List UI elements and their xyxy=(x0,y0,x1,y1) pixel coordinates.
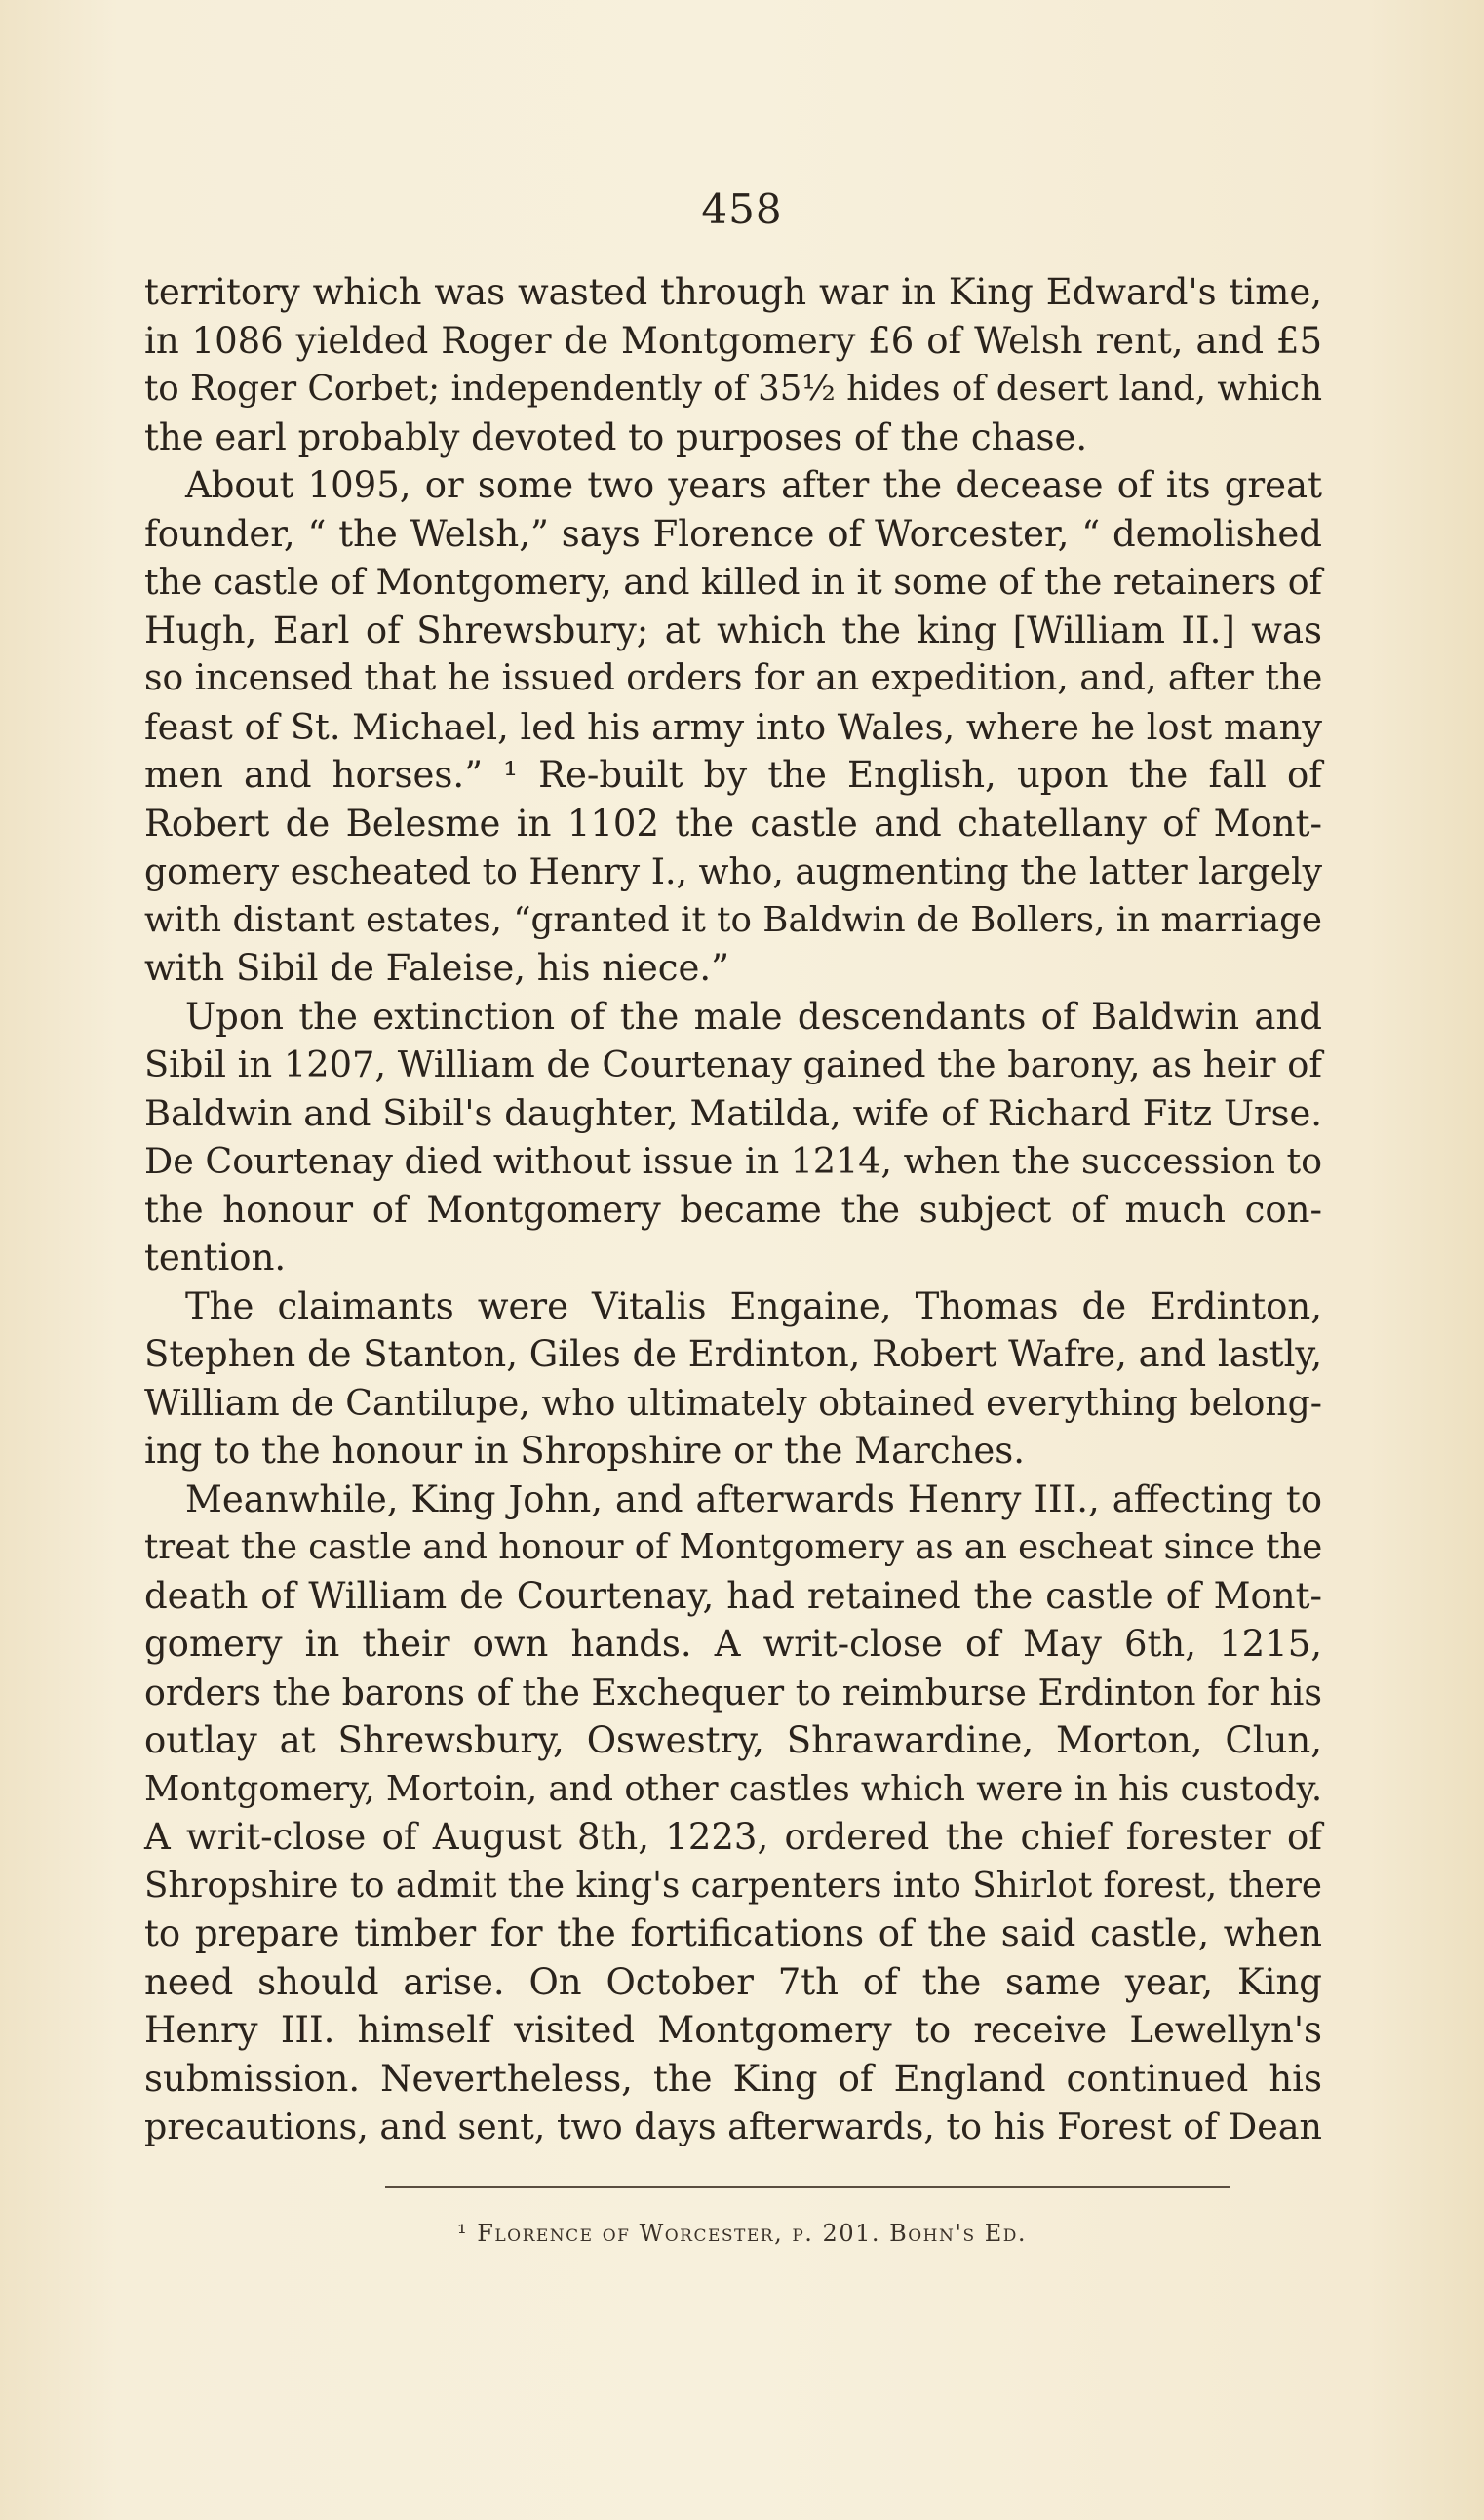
footnote-text: ¹ Florence of Worcester, p. 201. Bohn's Ed. xyxy=(456,2220,1028,2247)
text-line: precautions, and sent, two days afterwards, to his Forest of Dean xyxy=(144,2106,1322,2147)
text-line: with distant estates, “granted it to Baldwin de Bollers, in marriage xyxy=(144,899,1322,940)
text-line: submission. Nevertheless, the King of England continued his xyxy=(144,2057,1322,2100)
text-line: with Sibil de Faleise, his niece.” xyxy=(144,947,730,989)
text-line: orders the barons of the Exchequer to reimburse Erdinton for his xyxy=(144,1671,1322,1713)
text-line: Shropshire to admit the king's carpenters into Shirlot forest, there xyxy=(144,1865,1322,1906)
text-line: A writ-close of August 8th, 1223, ordered the chief forester of xyxy=(144,1816,1322,1858)
text-line: The claimants were Vitalis Engaine, Thomas de Erdinton, xyxy=(185,1284,1322,1327)
text-line: About 1095, or some two years after the decease of its great xyxy=(185,464,1322,506)
text-line: gomery in their own hands. A writ-close of May 6th, 1215, xyxy=(144,1623,1322,1665)
text-line: Henry III. himself visited Montgomery to receive Lewellyn's xyxy=(144,2009,1322,2051)
text-line: Upon the extinction of the male descendants of Baldwin and xyxy=(185,995,1322,1038)
text-line: founder, “ the Welsh,” says Florence of Worcester, “ demolished xyxy=(144,512,1322,555)
text-line: Meanwhile, King John, and afterwards Henry III., affecting to xyxy=(185,1477,1322,1520)
text-line: tention. xyxy=(144,1237,287,1279)
text-line: the honour of Montgomery became the subject of much con- xyxy=(144,1188,1322,1231)
text-line: men and horses.” ¹ Re-built by the English, upon the fall of xyxy=(144,754,1322,796)
text-line: William de Cantilupe, who ultimately obtained everything belong- xyxy=(144,1381,1322,1424)
text-line: to prepare timber for the fortifications of the said castle, when xyxy=(144,1912,1322,1954)
text-line: feast of St. Michael, led his army into Wales, where he lost many xyxy=(144,705,1322,748)
text-line: Robert de Belesme in 1102 the castle and chatellany of Mont- xyxy=(144,802,1322,845)
text-line: De Courtenay died without issue in 1214, when the succession to xyxy=(144,1140,1323,1182)
text-line: so incensed that he issued orders for an expedition, and, after the xyxy=(144,657,1323,698)
text-line: treat the castle and honour of Montgomery as an escheat since the xyxy=(144,1527,1323,1567)
text-line: death of William de Courtenay, had retained the castle of Mont- xyxy=(144,1574,1322,1617)
text-line: Stephen de Stanton, Giles de Erdinton, Robert Wafre, and lastly, xyxy=(144,1333,1323,1375)
footnote xyxy=(0,2220,1484,2247)
text-line: ing to the honour in Shropshire or the Marches. xyxy=(144,1430,1026,1472)
body-text xyxy=(144,268,1322,2151)
text-line: territory which was wasted through war in King Edward's time, xyxy=(144,271,1322,313)
footnote-rule xyxy=(385,2186,1230,2188)
text-line: the castle of Montgomery, and killed in it some of the retainers of xyxy=(144,561,1322,603)
text-line: to Roger Corbet; independently of 35½ hides of desert land, which xyxy=(144,369,1322,409)
page-number: 458 xyxy=(701,185,783,233)
text-line: gomery escheated to Henry I., who, augmenting the latter largely xyxy=(144,850,1322,892)
text-line: Baldwin and Sibil's daughter, Matilda, wife of Richard Fitz Urse. xyxy=(144,1091,1322,1134)
text-line: outlay at Shrewsbury, Oswestry, Shrawardine, Morton, Clun, xyxy=(144,1719,1322,1761)
text-line: Sibil in 1207, William de Courtenay gained the barony, as heir of xyxy=(144,1043,1322,1085)
text-line: the earl probably devoted to purposes of the chase. xyxy=(144,415,1088,458)
text-line: Montgomery, Mortoin, and other castles which were in his custody. xyxy=(144,1768,1323,1809)
text-line: need should arise. On October 7th of the same year, King xyxy=(144,1960,1322,2003)
text-line: Hugh, Earl of Shrewsbury; at which the king [William II.] was xyxy=(144,609,1322,651)
text-line: in 1086 yielded Roger de Montgomery £6 of Welsh rent, and £5 xyxy=(144,319,1322,362)
